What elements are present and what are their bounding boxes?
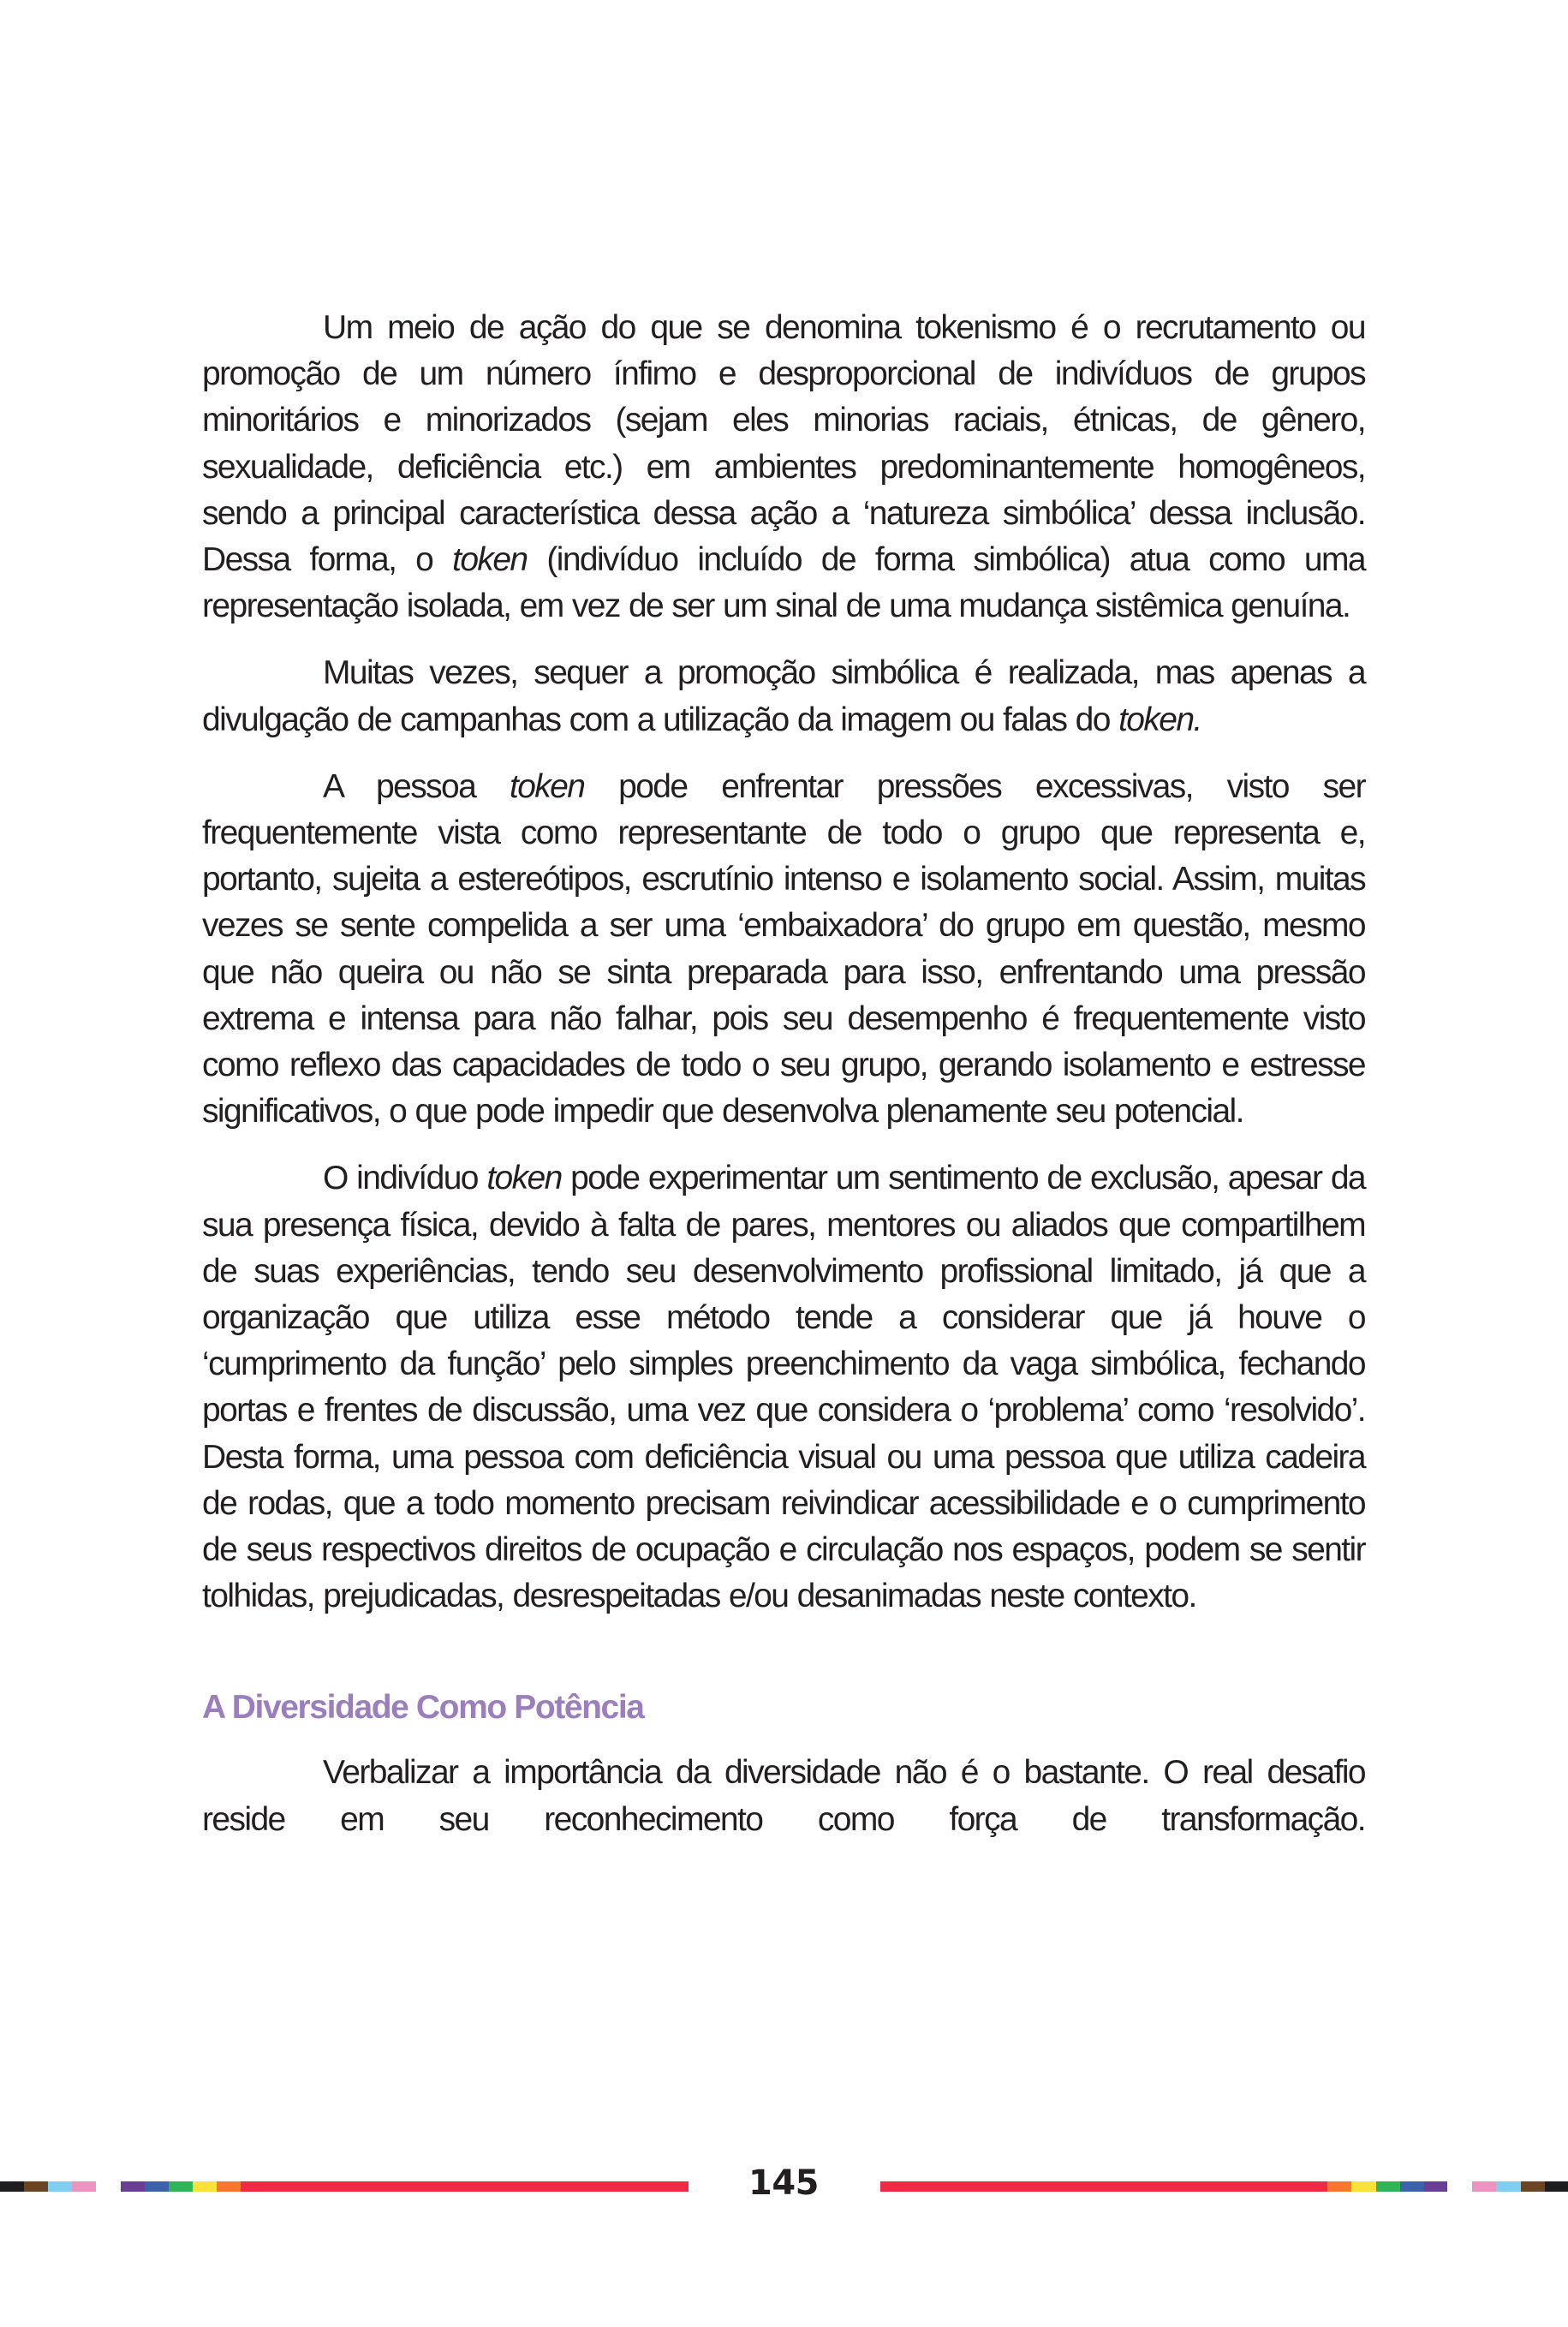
footer-stripe-yellow	[193, 2181, 217, 2192]
paragraph-text: pode experimentar um sentimento de exclusão, apesar da sua presença física, devido à falta de pares, mentores ou aliados que compartilhem de suas experiências, tendo seu desenvolvimento profissional limitado, já que a organização que utiliza esse método tende a considerar que já houve o ‘cumprimento da função’ pelo simples preenchimento da vaga simbólica, fechando portas e frentes de discussão, uma vez que considera o ‘problema’ como ‘resolvido’. Desta forma, uma pessoa com deficiência visual ou uma pessoa que utiliza cadeira de rodas, que a todo momento precisam reivindicar acessibilidade e o cumprimento de seus respectivos direitos de ocupação e circulação nos espaços, podem se sentir tolhidas, prejudicadas, desrespeitadas e/ou desanimadas neste contexto.	[202, 1160, 1366, 1615]
footer-stripe-red-right	[880, 2181, 1327, 2192]
paragraph-tokenism-definition	[202, 305, 1365, 629]
footer-stripe-orange	[1327, 2181, 1351, 2192]
footer-stripe-blue	[1400, 2181, 1424, 2192]
footer-stripe-brown	[1521, 2181, 1545, 2192]
section-heading: A Diversidade Como Potência	[202, 1689, 644, 1727]
footer-stripe-black	[0, 2181, 24, 2192]
footer-stripe-green	[169, 2181, 193, 2192]
paragraph-token-pressures	[202, 764, 1365, 1136]
footer-stripe-pink	[1472, 2181, 1496, 2192]
italic-term-token: token	[452, 541, 528, 579]
footer-stripe-purple	[121, 2181, 145, 2192]
paragraph-text: Um meio de ação do que se denomina tokenismo é o recrutamento ou promoção de um número ínfimo e desproporcional de indivíduos de grupos minoritários e minorizados (sejam eles minorias raciais, étnicas, de gênero, sexualidade, deficiência etc.) em ambientes predominantemente homogêneos, sendo a principal característica dessa ação a ‘natureza simbólica’ dessa inclusão. Dessa forma, o	[202, 309, 1365, 579]
footer-stripe-orange	[217, 2181, 241, 2192]
footer-stripe-purple	[1424, 2181, 1447, 2192]
page-body	[202, 305, 1365, 1843]
italic-term-token: token	[486, 1160, 562, 1197]
paragraph-text: (indivíduo incluído de forma simbólica) atua como uma representação isolada, em vez de ser um sinal de uma mudança sistêmica genuína.	[202, 541, 1365, 625]
paragraph-text: Muitas vezes, sequer a promoção simbólica é realizada, mas apenas a divulgação de campanhas com a utilização da imagem ou falas do	[202, 654, 1365, 738]
footer-stripe-blue	[145, 2181, 169, 2192]
paragraph-symbolic-promotion	[202, 650, 1365, 743]
footer-stripe-red-left	[241, 2181, 689, 2192]
footer-stripe-light-blue	[1496, 2181, 1521, 2192]
italic-term-token: token	[509, 767, 585, 805]
page-number: 145	[748, 2163, 819, 2203]
paragraph-text: A pessoa	[323, 767, 510, 805]
footer-stripe-black	[1545, 2181, 1568, 2192]
paragraph-text: O indivíduo	[323, 1160, 487, 1197]
paragraph-token-exclusion	[202, 1155, 1365, 1620]
paragraph-text: pode enfrentar pressões excessivas, visto ser frequentemente vista como representante de todo o grupo que representa e, portanto, sujeita a estereótipos, escrutínio intenso e isolamento social. Assim, muitas vezes se sente compelida a ser uma ‘embaixadora’ do grupo em questão, mesmo que não queira ou não se sinta preparada para isso, enfrentando uma pressão extrema e intensa para não falhar, pois seu desempenho é frequentemente visto como reflexo das capacidades de todo o seu grupo, gerando isolamento e estresse significativos, o que pode impedir que desenvolva plenamente seu potencial.	[202, 767, 1365, 1131]
footer-stripe-light-blue	[48, 2181, 72, 2192]
footer-stripe-green	[1376, 2181, 1400, 2192]
italic-term-token: token.	[1118, 701, 1201, 738]
paragraph-diversity-potential: Verbalizar a importância da diversidade não é o bastante. O real desafio reside em seu reconhecimento como força de transformação.	[202, 1754, 1365, 1838]
footer-stripe-brown	[24, 2181, 48, 2192]
footer-stripe-pink	[72, 2181, 96, 2192]
footer-stripe-yellow	[1351, 2181, 1376, 2192]
